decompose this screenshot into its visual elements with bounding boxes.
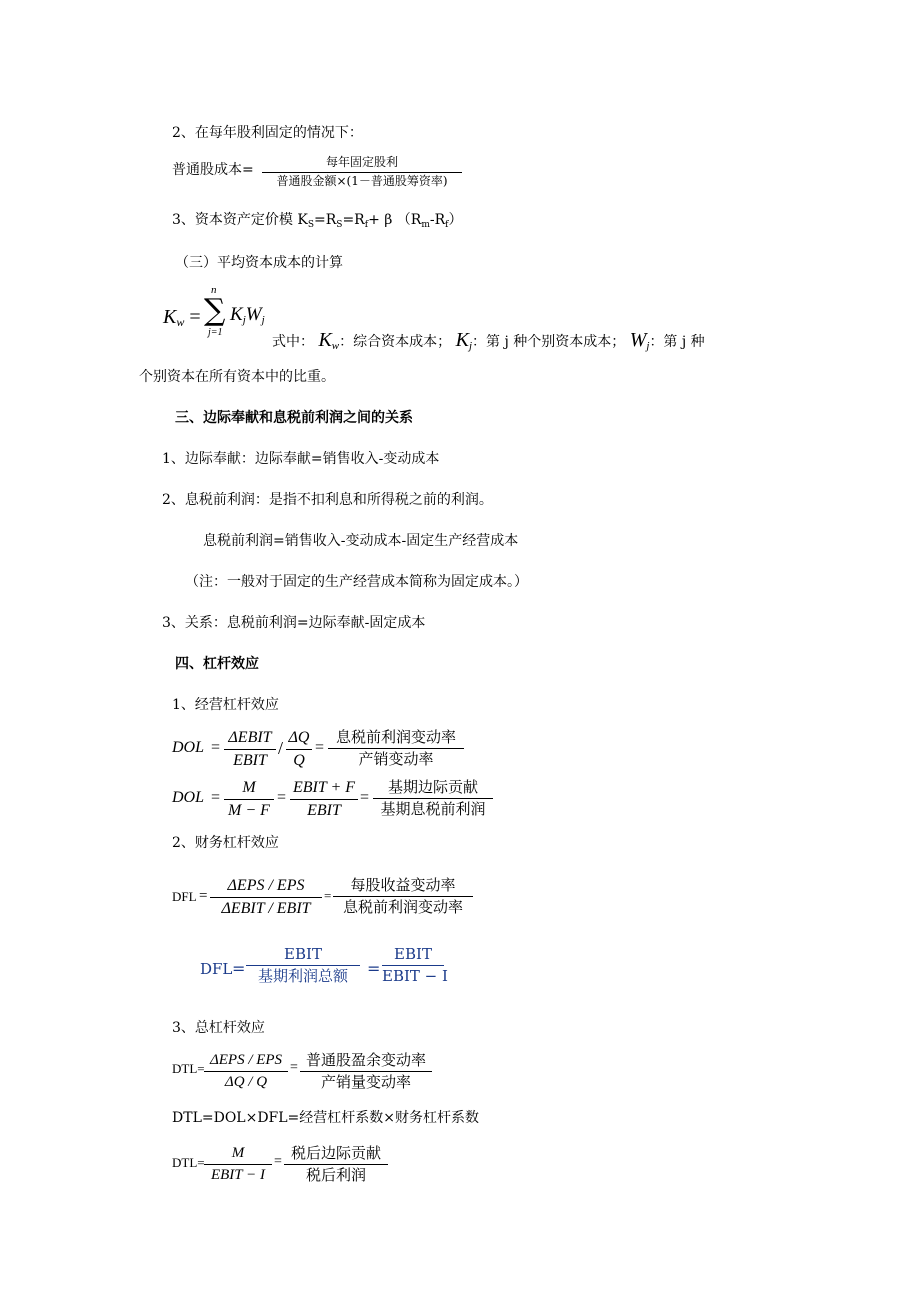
dol1-eq: = bbox=[211, 739, 221, 756]
fraction-bar bbox=[373, 798, 493, 799]
ebit-formula: 息税前利润=销售收入-变动成本-固定生产经营成本 bbox=[203, 533, 519, 549]
fraction-numerator: 基期边际贡献 bbox=[387, 778, 478, 796]
term-k: K bbox=[230, 304, 243, 325]
dol2-eq3: = bbox=[360, 789, 370, 806]
dfl2-fraction-1 bbox=[246, 946, 360, 986]
fraction-denominator: M − F bbox=[228, 802, 270, 820]
kj-desc: ：第 j 种个别资本成本； bbox=[472, 334, 626, 350]
kw-symbol-sub: w bbox=[331, 340, 340, 352]
dol1-fraction-1 bbox=[224, 729, 276, 771]
item-total-leverage: 3、总杠杆效应 bbox=[172, 1020, 265, 1036]
dol2-fraction-3 bbox=[373, 779, 493, 819]
fraction-numerator: EBIT + F bbox=[292, 779, 356, 796]
term-w: W bbox=[245, 304, 262, 325]
item-contribution: 1、边际奉献：边际奉献=销售收入-变动成本 bbox=[162, 451, 440, 467]
fraction-numerator: ΔEPS / EPS bbox=[209, 1052, 283, 1068]
dol1-fraction-3 bbox=[328, 729, 464, 769]
dtl1-eq: = bbox=[290, 1060, 298, 1075]
note-fixed-cost: （注：一般对于固定的生产经营成本简称为固定成本。） bbox=[185, 574, 528, 590]
fraction-bar bbox=[290, 799, 358, 800]
kw-definitions bbox=[272, 330, 705, 352]
fraction-denominator: EBIT − I bbox=[382, 967, 448, 986]
fraction-bar bbox=[246, 965, 360, 966]
item-capm bbox=[172, 213, 463, 230]
dfl1-fraction-1 bbox=[210, 877, 322, 919]
wj-symbol: W bbox=[629, 329, 647, 351]
fraction-numerator: ΔQ bbox=[288, 729, 310, 746]
fraction-numerator: 税后边际贡献 bbox=[290, 1144, 381, 1162]
dol2-fraction-1 bbox=[224, 779, 274, 821]
dtl-product-formula: DTL=DOL×DFL=经营杠杆系数×财务杠杆系数 bbox=[172, 1110, 480, 1126]
fraction-bar bbox=[333, 896, 473, 897]
kw-formula bbox=[163, 307, 201, 328]
kj-symbol-sub: j bbox=[468, 340, 472, 352]
fraction-numerator: 每年固定股利 bbox=[325, 155, 398, 169]
fraction-denominator: EBIT bbox=[233, 752, 267, 770]
fraction-bar bbox=[224, 749, 276, 750]
dtl2-fraction-1 bbox=[204, 1145, 272, 1185]
fraction-denominator: Q bbox=[293, 752, 305, 770]
capm-plus-beta: + β （R bbox=[368, 212, 422, 228]
fraction-denominator: 产销量变动率 bbox=[320, 1073, 411, 1092]
fraction-denominator: ΔQ / Q bbox=[224, 1074, 268, 1091]
fraction-numerator: 每股收益变动率 bbox=[350, 876, 456, 894]
sum-symbol: ∑ bbox=[204, 293, 226, 328]
dfl2-lhs: DFL bbox=[200, 960, 233, 978]
term-k-sub: j bbox=[242, 314, 246, 326]
fraction-numerator: 普通股盈余变动率 bbox=[305, 1051, 426, 1069]
capm-sub-m: m bbox=[421, 220, 430, 230]
dfl2-eq: = bbox=[232, 959, 246, 978]
dol2-lhs: DOL bbox=[172, 789, 205, 806]
capm-eq1: =R bbox=[314, 212, 337, 228]
fraction-numerator: ΔEBIT bbox=[228, 729, 272, 746]
dol1-lhs: DOL bbox=[172, 739, 205, 756]
fraction-numerator: M bbox=[242, 779, 256, 796]
fraction-denominator: 税后利润 bbox=[305, 1166, 366, 1185]
item-ebit: 2、息税前利润：是指不扣利息和所得税之前的利润。 bbox=[162, 492, 493, 508]
dol2-eq: = bbox=[211, 789, 221, 806]
capm-sub-f: f bbox=[364, 220, 369, 230]
fraction-numerator: 息税前利润变动率 bbox=[335, 728, 456, 746]
fraction-numerator: ΔEPS / EPS bbox=[227, 877, 305, 894]
fraction-bar bbox=[300, 1071, 432, 1072]
fraction-bar bbox=[204, 1164, 272, 1165]
fraction-bar bbox=[284, 1164, 388, 1165]
sum-upper-limit: n bbox=[211, 284, 217, 296]
dtl1-fraction-2 bbox=[300, 1052, 432, 1092]
subheading-average-cost: （三）平均资本成本的计算 bbox=[175, 255, 343, 271]
dtl1-fraction-1 bbox=[204, 1052, 288, 1092]
dfl2-fraction-2 bbox=[382, 945, 448, 986]
item-financial-leverage: 2、财务杠杆效应 bbox=[172, 835, 279, 851]
item-relation: 3、关系：息税前利润=边际奉献-固定成本 bbox=[162, 615, 426, 631]
fraction-denominator: 产销变动率 bbox=[358, 750, 434, 769]
capm-eq2: =R bbox=[342, 212, 365, 228]
common-stock-cost-fraction bbox=[262, 156, 462, 189]
fraction-bar bbox=[262, 172, 462, 173]
dtl2-eq: = bbox=[274, 1154, 282, 1169]
common-stock-cost-label: 普通股成本= bbox=[172, 162, 254, 178]
fraction-bar bbox=[328, 748, 464, 749]
kw-lhs-sub: w bbox=[176, 315, 185, 329]
fraction-bar bbox=[286, 749, 312, 750]
dfl1-lhs: DFL bbox=[172, 889, 197, 904]
fraction-numerator: M bbox=[231, 1145, 245, 1161]
fraction-denominator: 基期利润总额 bbox=[257, 967, 348, 986]
kj-symbol: K bbox=[455, 329, 469, 351]
kw-definitions-cont: 个别资本在所有资本中的比重。 bbox=[139, 369, 335, 385]
fraction-bar bbox=[382, 965, 444, 966]
fraction-denominator: 基期息税前利润 bbox=[380, 800, 486, 819]
fraction-bar bbox=[224, 799, 274, 800]
fraction-denominator: 息税前利润变动率 bbox=[342, 898, 463, 917]
kw-desc: ：综合资本成本； bbox=[339, 334, 452, 350]
dol2-fraction-2 bbox=[290, 779, 358, 821]
dfl2-eq2: = bbox=[367, 959, 381, 978]
item-fixed-dividend: 2、在每年股利固定的情况下： bbox=[172, 125, 363, 141]
fraction-numerator: EBIT bbox=[284, 945, 322, 963]
dol1-fraction-2 bbox=[286, 729, 312, 771]
fraction-numerator: EBIT bbox=[394, 945, 432, 963]
dtl2-lhs: DTL= bbox=[172, 1155, 205, 1170]
dol1-eq2: = bbox=[315, 739, 325, 756]
dol2-eq2: = bbox=[277, 789, 287, 806]
fraction-denominator: ΔEBIT / EBIT bbox=[221, 900, 311, 918]
wj-desc: ：第 j 种 bbox=[649, 334, 705, 350]
dol1-slash: / bbox=[278, 738, 284, 758]
capm-prefix: 3、资本资产定价模 K bbox=[172, 212, 308, 228]
sum-lower-limit: j=1 bbox=[208, 327, 223, 338]
kw-eq: = bbox=[189, 306, 201, 328]
kw-symbol: K bbox=[318, 329, 332, 351]
dfl1-fraction-2 bbox=[333, 877, 473, 917]
item-operating-leverage: 1、经营杠杆效应 bbox=[172, 697, 279, 713]
where-label: 式中： bbox=[272, 334, 314, 350]
capm-sub-f2: f bbox=[445, 220, 449, 230]
fraction-denominator: EBIT bbox=[307, 802, 341, 820]
dfl1-eq2: = bbox=[324, 888, 332, 903]
capm-close: ） bbox=[448, 212, 463, 228]
dtl1-lhs: DTL= bbox=[172, 1061, 205, 1076]
kw-terms bbox=[230, 305, 265, 326]
dfl1-eq: = bbox=[199, 888, 208, 904]
wj-symbol-sub: j bbox=[646, 340, 650, 352]
kw-lhs: K bbox=[163, 306, 177, 328]
fraction-bar bbox=[204, 1071, 288, 1072]
term-w-sub: j bbox=[261, 314, 265, 326]
fraction-bar bbox=[210, 897, 322, 898]
capm-sub-s: S bbox=[307, 220, 314, 230]
fraction-denominator: EBIT − I bbox=[210, 1167, 265, 1184]
fraction-denominator: 普通股金额×(1－普通股筹资率) bbox=[276, 173, 448, 188]
capm-minus: -R bbox=[429, 212, 446, 228]
capm-sub-s2: S bbox=[336, 220, 343, 230]
dtl2-fraction-2 bbox=[284, 1145, 388, 1185]
heading-section-four: 四、杠杆效应 bbox=[175, 656, 259, 672]
heading-section-three: 三、边际奉献和息税前利润之间的关系 bbox=[175, 410, 413, 426]
